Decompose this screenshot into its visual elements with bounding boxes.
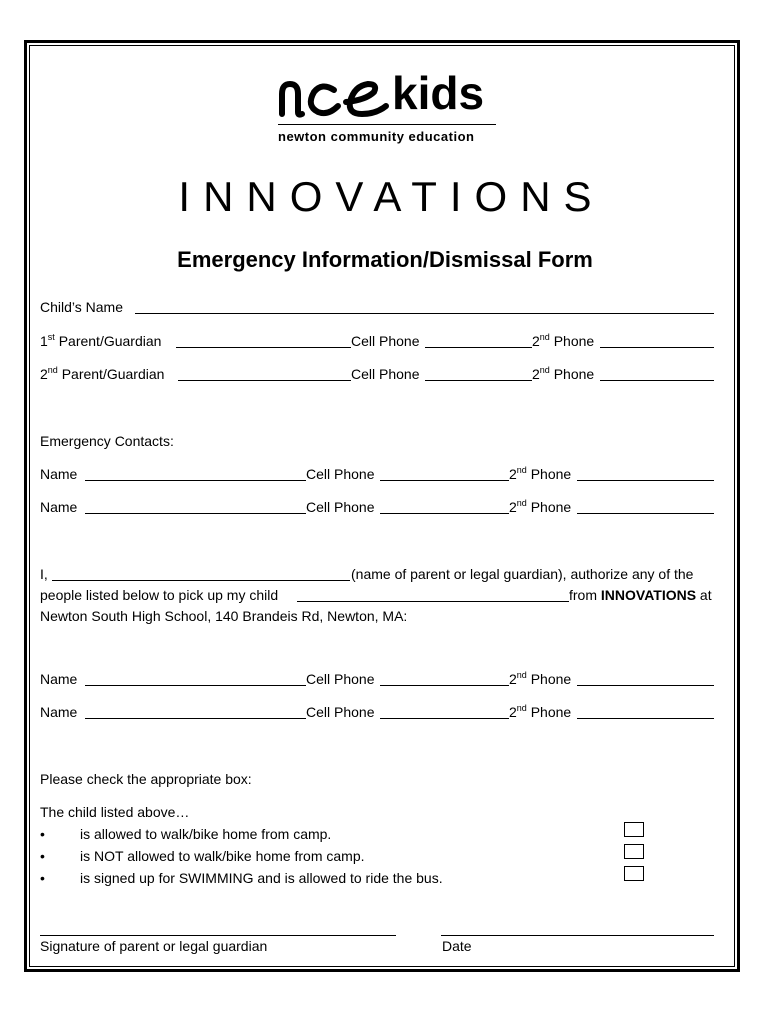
bullet: • (40, 870, 45, 886)
emergency1-name-label: Name (40, 466, 78, 482)
emergency1-second-phone-field[interactable] (577, 480, 714, 481)
date-field[interactable] (441, 935, 714, 936)
walk-allowed-checkbox[interactable] (624, 822, 644, 837)
authorization-line2-start: people listed below to pick up my child (40, 587, 279, 603)
pickup2-cell-label: Cell Phone (306, 704, 375, 720)
form-title: INNOVATIONS (178, 173, 605, 220)
child-name-label: Child’s Name (40, 299, 123, 315)
parent1-second-phone-label: 2nd Phone (532, 332, 595, 349)
emergency2-name-label: Name (40, 499, 78, 515)
child-pickup-name-field[interactable] (297, 601, 569, 602)
parent2-name-field[interactable] (178, 380, 351, 381)
emergency2-name-field[interactable] (85, 513, 306, 514)
form-subtitle: Emergency Information/Dismissal Form (177, 247, 593, 272)
nce-kids-logo (272, 66, 504, 148)
emergency2-second-phone-field[interactable] (577, 513, 714, 514)
parent2-cell-field[interactable] (425, 380, 532, 381)
pickup1-second-phone-field[interactable] (577, 685, 714, 686)
signature-label: Signature of parent or legal guardian (40, 938, 268, 954)
emergency1-name-field[interactable] (85, 480, 306, 481)
emergency1-second-phone-label: 2nd Phone (509, 465, 572, 482)
pickup1-second-phone-label: 2nd Phone (509, 670, 572, 687)
bullet: • (40, 826, 45, 842)
logo-tagline: newton community education (278, 129, 475, 144)
dismissal-option-walk-allowed: is allowed to walk/bike home from camp. (80, 826, 332, 842)
parent2-second-phone-label: 2nd Phone (532, 365, 595, 382)
dismissal-option-walk-not-allowed: is NOT allowed to walk/bike home from camp. (80, 848, 365, 864)
parent1-name-field[interactable] (176, 347, 351, 348)
emergency2-second-phone-label: 2nd Phone (509, 498, 572, 515)
pickup2-cell-field[interactable] (380, 718, 509, 719)
pickup1-cell-field[interactable] (380, 685, 509, 686)
signature-field[interactable] (40, 935, 396, 936)
authorization-line3: Newton South High School, 140 Brandeis Rd, Newton, MA: (40, 608, 408, 624)
emergency2-cell-label: Cell Phone (306, 499, 375, 515)
dismissal-option-swimming-bus: is signed up for SWIMMING and is allowed to ride the bus. (80, 870, 443, 886)
authorization-start: I, (40, 566, 48, 582)
emergency2-cell-field[interactable] (380, 513, 509, 514)
date-label: Date (442, 938, 472, 954)
pickup2-name-field[interactable] (85, 718, 306, 719)
authorization-after-name: (name of parent or legal guardian), authorize any of the (351, 566, 694, 582)
parent1-cell-field[interactable] (425, 347, 532, 348)
child-name-field[interactable] (135, 313, 714, 314)
pickup2-second-phone-field[interactable] (577, 718, 714, 719)
parent2-label: 2nd Parent/Guardian (40, 365, 165, 382)
nce-script-logo-icon (276, 72, 406, 122)
parent1-cell-label: Cell Phone (351, 333, 420, 349)
emergency1-cell-field[interactable] (380, 480, 509, 481)
parent1-label: 1st Parent/Guardian (40, 332, 162, 349)
emergency-contacts-heading: Emergency Contacts: (40, 433, 174, 449)
logo-rule (278, 124, 496, 125)
pickup1-cell-label: Cell Phone (306, 671, 375, 687)
pickup2-name-label: Name (40, 704, 78, 720)
pickup1-name-field[interactable] (85, 685, 306, 686)
walk-not-allowed-checkbox[interactable] (624, 844, 644, 859)
bullet: • (40, 848, 45, 864)
parent2-cell-label: Cell Phone (351, 366, 420, 382)
parent2-second-phone-field[interactable] (600, 380, 714, 381)
dismissal-instruction: Please check the appropriate box: (40, 771, 252, 787)
logo-kids-text: kids (392, 67, 485, 119)
pickup2-second-phone-label: 2nd Phone (509, 703, 572, 720)
pickup1-name-label: Name (40, 671, 78, 687)
parent1-second-phone-field[interactable] (600, 347, 714, 348)
dismissal-intro: The child listed above… (40, 804, 190, 820)
swimming-bus-checkbox[interactable] (624, 866, 644, 881)
authorization-line2-end: from INNOVATIONS at (569, 587, 712, 603)
emergency1-cell-label: Cell Phone (306, 466, 375, 482)
guardian-name-field[interactable] (52, 580, 350, 581)
